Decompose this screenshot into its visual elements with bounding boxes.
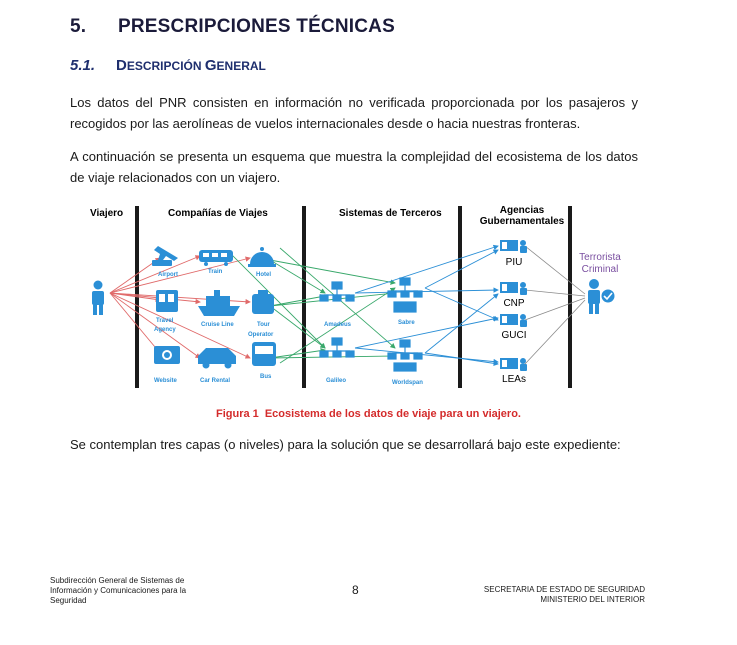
figure-caption-text: Ecosistema de los datos de viaje para un viajero. bbox=[264, 408, 521, 420]
footer-ministry bbox=[440, 585, 645, 605]
label-cnp: CNP bbox=[503, 298, 525, 309]
cruise-line-icon bbox=[198, 290, 240, 316]
label-tour-operator-1: Tour bbox=[257, 322, 270, 328]
car-rental-icon bbox=[198, 348, 236, 369]
label-airport: Airport bbox=[158, 272, 178, 278]
divider-4 bbox=[568, 206, 572, 388]
label-train: Train bbox=[208, 269, 223, 275]
label-amadeus: Amadeus bbox=[324, 322, 352, 328]
page-number: 8 bbox=[352, 583, 359, 597]
label-sabre: Sabre bbox=[398, 320, 415, 326]
label-galileo: Galileo bbox=[326, 378, 347, 384]
cnp-icon bbox=[500, 282, 527, 295]
header-traveler: Viajero bbox=[90, 208, 124, 219]
label-car-rental: Car Rental bbox=[200, 378, 231, 384]
section-title: PRESCRIPCIONES TÉCNICAS bbox=[118, 16, 395, 37]
section-heading bbox=[70, 16, 395, 38]
label-website: Website bbox=[154, 378, 177, 384]
header-criminal-2: Criminal bbox=[581, 264, 619, 275]
train-icon bbox=[199, 250, 233, 266]
worldspan-icon bbox=[388, 340, 422, 371]
guci-icon bbox=[500, 314, 527, 327]
amadeus-icon bbox=[320, 282, 354, 301]
paragraph-layers: Se contemplan tres capas (o niveles) para la solución que se desarrollará bajo este expediente: bbox=[70, 437, 621, 452]
paragraph-pnr: Los datos del PNR consisten en información no verificada proporcionada por los pasajeros y recogidos por las aerolíneas de vuelos internacionales desde o hacia nuestras fronteras. bbox=[70, 95, 638, 131]
system-agency-arrows bbox=[355, 246, 498, 364]
subsection-heading: 5.1. DESCRIPCIÓN GENERAL bbox=[70, 57, 266, 74]
travel-agency-icon bbox=[156, 290, 178, 312]
traveler-icon bbox=[92, 281, 104, 316]
divider-3 bbox=[458, 206, 462, 388]
paragraph-intro-diagram: A continuación se presenta un esquema que muestra la complejidad del ecosistema de los datos de viaje relacionados con un viajero. bbox=[70, 149, 638, 185]
label-bus: Bus bbox=[260, 374, 272, 380]
bus-icon bbox=[252, 342, 276, 366]
footer-ministry-line-1: SECRETARIA DE ESTADO DE SEGURIDAD bbox=[483, 585, 645, 594]
header-companies: Compañías de Viajes bbox=[168, 208, 268, 219]
website-icon bbox=[154, 346, 180, 364]
label-travel-agency-2: Agency bbox=[154, 327, 176, 333]
piu-icon bbox=[500, 240, 527, 253]
ecosystem-diagram bbox=[80, 198, 640, 396]
header-third-parties: Sistemas de Terceros bbox=[339, 208, 442, 219]
header-agencies-1: Agencias bbox=[499, 205, 545, 216]
label-worldspan: Worldspan bbox=[392, 380, 423, 386]
agency-criminal-lines bbox=[525, 246, 585, 364]
figure-caption bbox=[0, 408, 737, 420]
label-cruise-line: Cruise Line bbox=[201, 322, 234, 328]
leas-icon bbox=[500, 358, 527, 371]
label-leas: LEAs bbox=[502, 374, 526, 385]
label-tour-operator-2: Operator bbox=[248, 332, 274, 338]
label-guci: GUCI bbox=[501, 330, 527, 341]
subsection-number: 5.1. bbox=[70, 57, 96, 74]
label-travel-agency-1: Travel bbox=[156, 318, 174, 324]
footer-ministry-line-2: MINISTERIO DEL INTERIOR bbox=[540, 595, 645, 604]
section-number: 5. bbox=[70, 16, 87, 37]
figure-caption-label: Figura 1 bbox=[216, 408, 259, 420]
label-hotel: Hotel bbox=[256, 272, 271, 278]
hotel-icon bbox=[248, 247, 276, 267]
label-piu: PIU bbox=[505, 257, 523, 268]
divider-2 bbox=[302, 206, 306, 388]
criminal-icon bbox=[588, 279, 615, 314]
footer-organization: Subdirección General de Sistemas de Información y Comunicaciones para la Seguridad bbox=[50, 576, 187, 605]
header-agencies-2: Gubernamentales bbox=[479, 216, 565, 227]
header-criminal-1: Terrorista bbox=[579, 252, 621, 263]
airport-icon bbox=[152, 246, 178, 266]
